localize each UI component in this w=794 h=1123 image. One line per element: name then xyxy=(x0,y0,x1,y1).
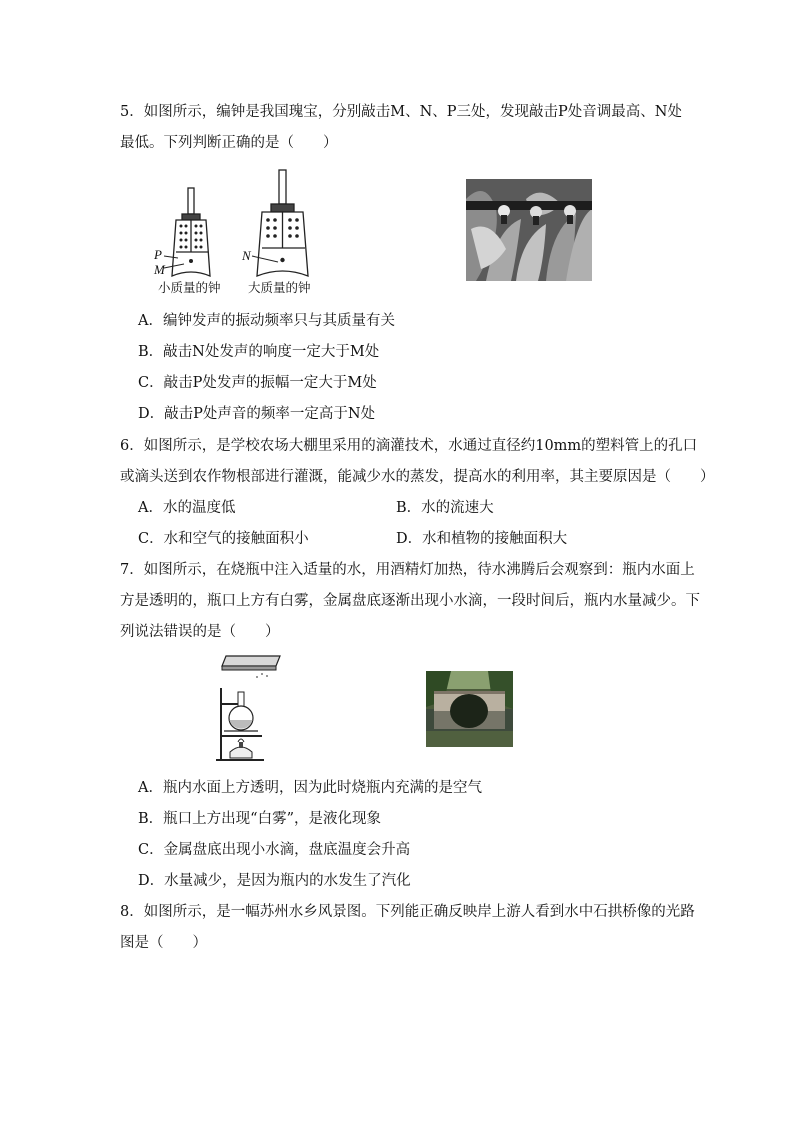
q6-option-b: B．水的流速大 xyxy=(396,500,494,516)
q5-option-d: D．敲击P处声音的频率一定高于N处 xyxy=(138,406,376,422)
q7-stem-line-2: 方是透明的，瓶口上方有白雾，金属盘底逐渐出现小水滴，一段时间后，瓶内水量减少。下 xyxy=(120,593,700,609)
metal-plate xyxy=(222,656,280,670)
q7-stem-line-1: 7．如图所示，在烧瓶中注入适量的水，用酒精灯加热，待水沸腾后会观察到：瓶内水面上 xyxy=(120,562,695,578)
q6-option-a: A．水的温度低 xyxy=(138,500,236,516)
q6-stem-line-2: 或滴头送到农作物根部进行灌溉，能减少水的蒸发，提高水的利用率，其主要原因是（ ） xyxy=(120,469,715,485)
stone-bridge-photo xyxy=(426,671,513,747)
q5-option-b: B．敲击N处发声的响度一定大于M处 xyxy=(138,344,380,360)
q8-stem-line-2: 图是（ ） xyxy=(120,935,207,951)
q7-option-c: C．金属盘底出现小水滴，盘底温度会升高 xyxy=(138,842,411,858)
alcohol-lamp xyxy=(230,739,252,758)
water-droplets xyxy=(256,673,268,678)
q6-option-c: C．水和空气的接触面积小 xyxy=(138,531,309,547)
q7-stem-line-3: 列说法错误的是（ ） xyxy=(120,624,280,640)
label-n: N xyxy=(242,248,251,263)
drip-irrigation-photo xyxy=(466,179,592,281)
q7-option-b: B．瓶口上方出现“白雾”，是液化现象 xyxy=(138,811,381,827)
q7-option-d: D．水量减少，是因为瓶内的水发生了汽化 xyxy=(138,873,411,889)
caption-small-bell: 小质量的钟 xyxy=(158,280,221,295)
label-m: M xyxy=(154,262,165,277)
q5-stem-line-1: 5．如图所示，编钟是我国瑰宝，分别敲击M、N、P三处，发现敲击P处音调最高、N处 xyxy=(120,104,682,120)
q5-option-a: A．编钟发声的振动频率只与其质量有关 xyxy=(138,313,395,329)
boiling-flask-figure xyxy=(214,652,294,764)
q6-option-d: D．水和植物的接触面积大 xyxy=(396,531,568,547)
q5-stem-line-2: 最低。下列判断正确的是（ ） xyxy=(120,135,338,151)
caption-large-bell: 大质量的钟 xyxy=(248,280,311,295)
q7-option-a: A．瓶内水面上方透明，因为此时烧瓶内充满的是空气 xyxy=(138,780,482,796)
label-p: P xyxy=(154,247,162,262)
q8-stem-line-1: 8．如图所示，是一幅苏州水乡风景图。下列能正确反映岸上游人看到水中石拱桥像的光路 xyxy=(120,904,695,920)
q6-stem-line-1: 6．如图所示，是学校农场大棚里采用的滴灌技术，水通过直径约10mm的塑料管上的孔口 xyxy=(120,438,698,454)
q5-option-c: C．敲击P处发声的振幅一定大于M处 xyxy=(138,375,377,391)
flask xyxy=(224,692,258,731)
